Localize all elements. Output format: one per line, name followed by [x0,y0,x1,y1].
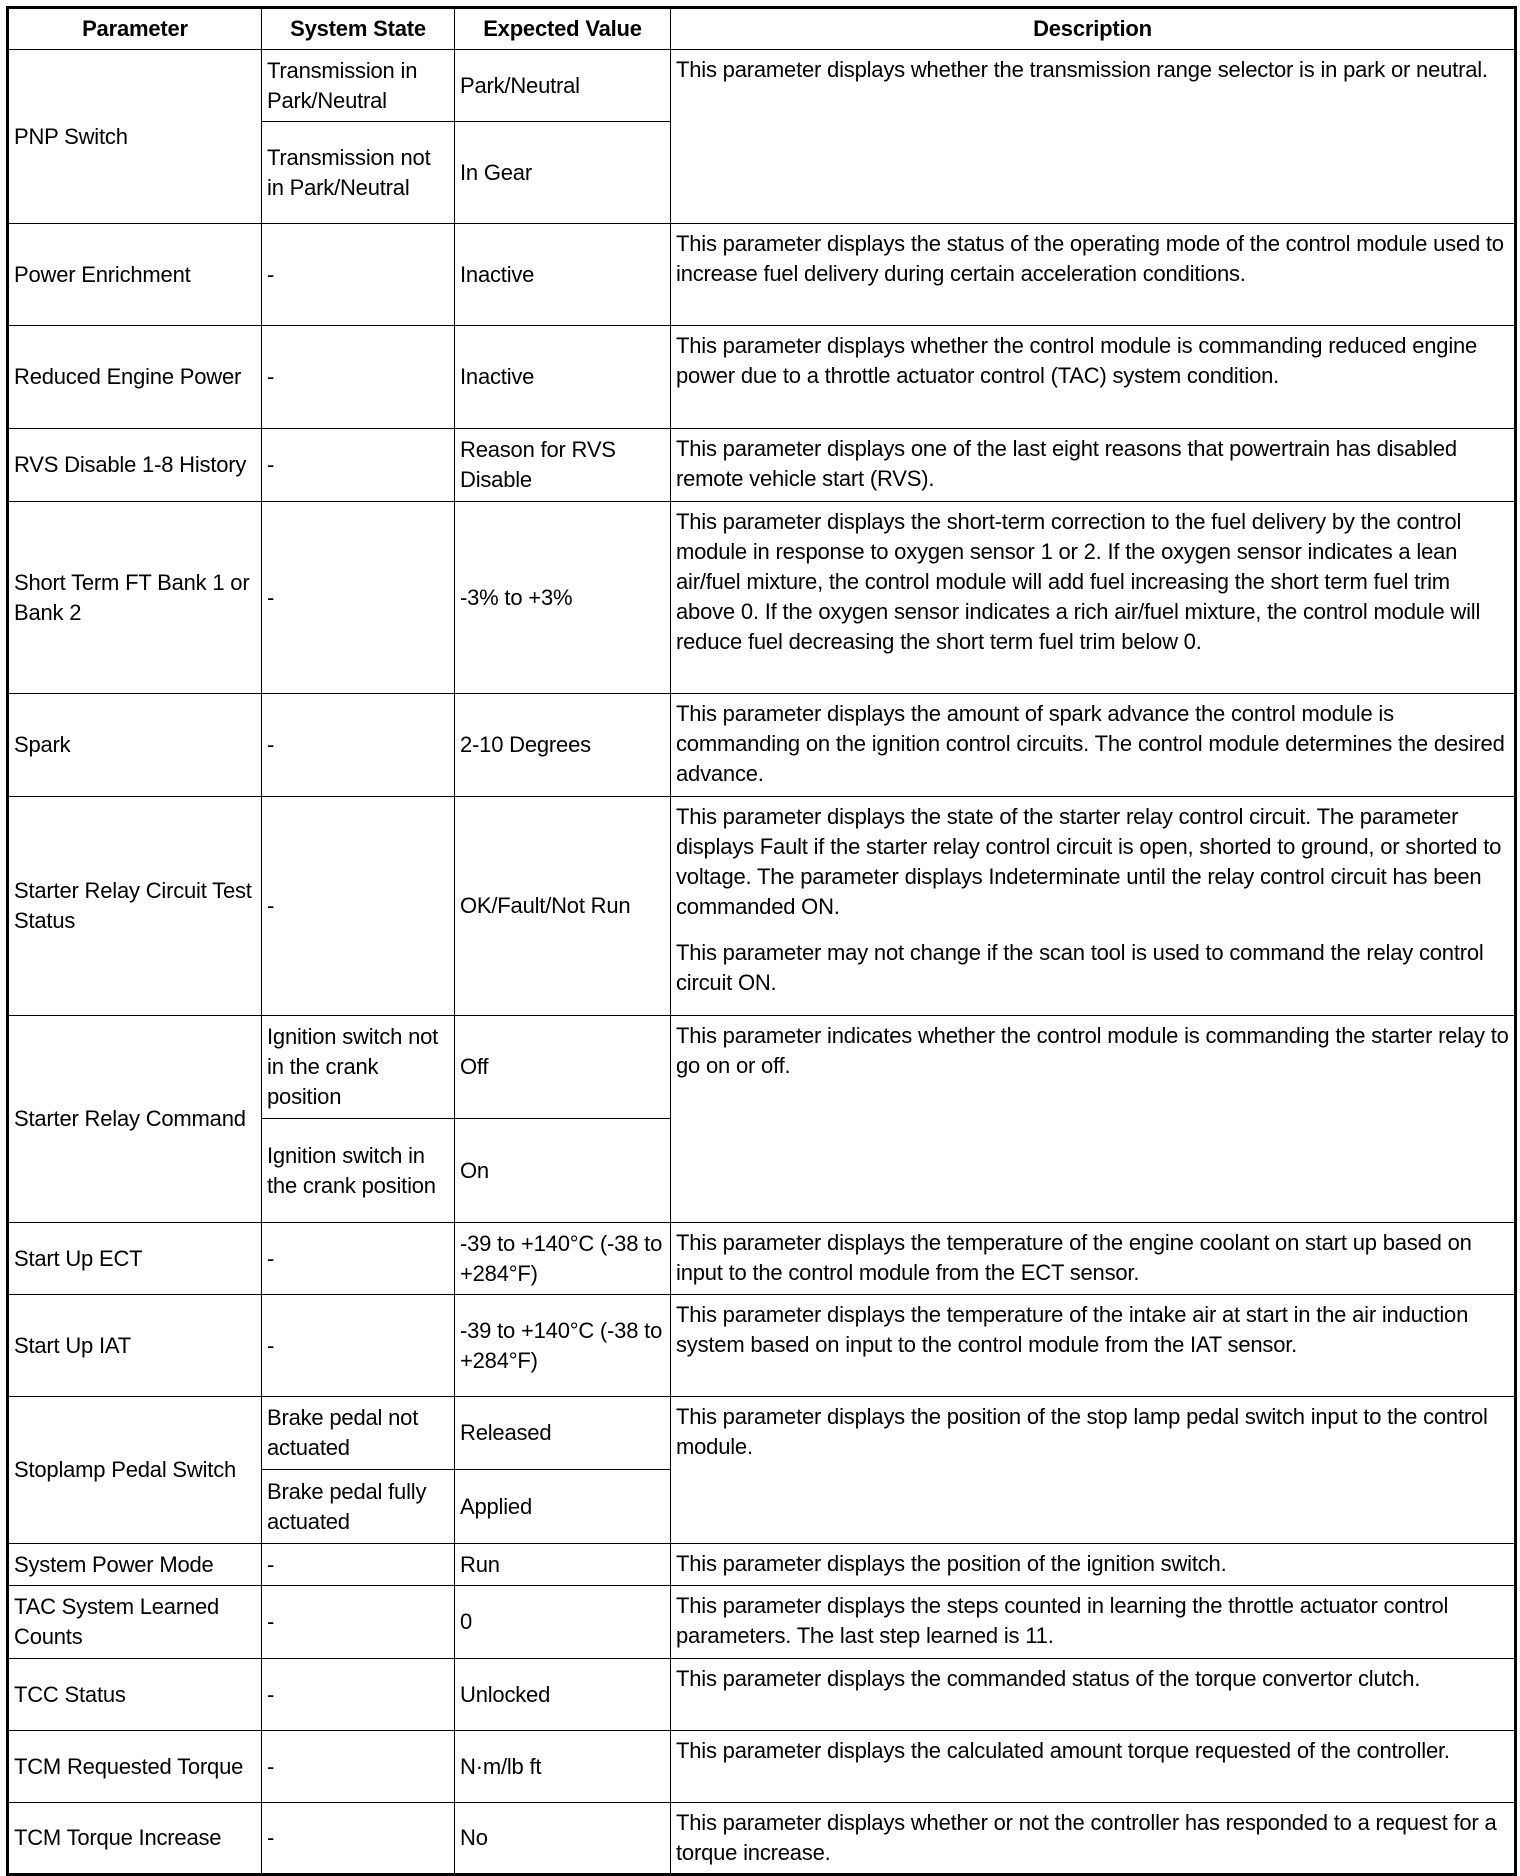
expected-value-cell: No [455,1803,671,1875]
table-row [8,1731,1516,1803]
table-row [8,1223,1516,1295]
description-cell [671,326,1516,429]
table-row [8,1544,1516,1586]
expected-value-cell: In Gear [455,122,671,224]
system-state-cell: Ignition switch in the crank position [262,1119,455,1223]
table-row [8,1586,1516,1659]
description-cell [671,1223,1516,1295]
system-state-cell: - [262,1223,455,1295]
expected-value-cell: 2-10 Degrees [455,694,671,797]
expected-value-cell: -3% to +3% [455,502,671,694]
system-state-cell: Brake pedal not actuated [262,1397,455,1470]
parameter-cell: TAC System Learned Counts [8,1586,262,1659]
expected-value-cell: -39 to +140°C (-38 to +284°F) [455,1295,671,1397]
parameter-cell: Power Enrichment [8,224,262,326]
description-cell [671,429,1516,502]
table-row [8,1803,1516,1875]
parameter-cell: System Power Mode [8,1544,262,1586]
expected-value-cell: Inactive [455,224,671,326]
system-state-cell: - [262,1659,455,1731]
description-text: This parameter displays the state of the starter relay control circuit. The parameter displays Fault if the starter relay control circuit is open, shorted to ground, or shorted to voltage. The parameter displays Indeterminate until the relay control circuit has been commanded ON. [676,804,1502,919]
header-system-state: System State [262,8,455,50]
expected-value-cell: Run [455,1544,671,1586]
system-state-cell: Brake pedal fully actuated [262,1470,455,1544]
description-cell [671,502,1516,694]
parameter-cell: TCM Torque Increase [8,1803,262,1875]
table-row [8,1397,1516,1470]
description-cell [671,1803,1516,1875]
description-cell: This parameter displays whether the transmission range selector is in park or neutral. [671,50,1516,224]
system-state-cell: Transmission in Park/Neutral [262,50,455,122]
expected-value-cell: On [455,1119,671,1223]
table-row [8,797,1516,1016]
system-state-cell: - [262,694,455,797]
system-state-cell: - [262,502,455,694]
description-text: This parameter displays the steps counted in learning the throttle actuator control parameters. The last step learned is 11. [676,1593,1449,1648]
table-row [8,50,1516,122]
description-text: This parameter displays one of the last eight reasons that powertrain has disabled remote vehicle start (RVS). [676,436,1457,491]
description-cell [671,1586,1516,1659]
description-cell [671,1731,1516,1803]
parameter-cell: Start Up ECT [8,1223,262,1295]
header-description: Description [671,8,1516,50]
header-parameter: Parameter [8,8,262,50]
description-text: This parameter displays the status of the operating mode of the control module used to increase fuel delivery during certain acceleration conditions. [676,231,1504,286]
table-row [8,429,1516,502]
expected-value-cell: Off [455,1016,671,1119]
parameter-cell: PNP Switch [8,50,262,224]
table-row [8,326,1516,429]
parameter-table [6,6,1517,1876]
expected-value-cell: OK/Fault/Not Run [455,797,671,1016]
expected-value-cell: Reason for RVS Disable [455,429,671,502]
parameter-cell: Reduced Engine Power [8,326,262,429]
system-state-cell: - [262,1586,455,1659]
description-text: This parameter displays the position of the ignition switch. [676,1551,1227,1576]
system-state-cell: - [262,429,455,502]
description-cell [671,1659,1516,1731]
parameter-cell: Starter Relay Command [8,1016,262,1223]
parameter-cell: Stoplamp Pedal Switch [8,1397,262,1544]
expected-value-cell: N·m/lb ft [455,1731,671,1803]
parameter-cell: Spark [8,694,262,797]
table-row [8,1295,1516,1397]
description-cell [671,1295,1516,1397]
description-text: This parameter displays the short-term correction to the fuel delivery by the control module in response to oxygen sensor 1 or 2. If the oxygen sensor indicates a lean air/fuel mixture, the control module will add fuel increasing the short term fuel trim above 0. If the oxygen sensor indicates a rich air/fuel mixture, the control module will reduce fuel decreasing the short term fuel trim below 0. [676,509,1481,654]
header-expected-value: Expected Value [455,8,671,50]
description-text: This parameter displays the temperature of the intake air at start in the air induction system based on input to the control module from the IAT sensor. [676,1302,1469,1357]
description-cell [671,694,1516,797]
parameter-cell: TCC Status [8,1659,262,1731]
expected-value-cell: Park/Neutral [455,50,671,122]
system-state-cell: - [262,326,455,429]
expected-value-cell: Inactive [455,326,671,429]
table-row [8,224,1516,326]
description-cell: This parameter indicates whether the control module is commanding the starter relay to go on or off. [671,1016,1516,1223]
description-text: This parameter displays the commanded status of the torque convertor clutch. [676,1666,1421,1691]
parameter-cell: TCM Requested Torque [8,1731,262,1803]
expected-value-cell: Applied [455,1470,671,1544]
parameter-cell: Starter Relay Circuit Test Status [8,797,262,1016]
system-state-cell: Ignition switch not in the crank position [262,1016,455,1119]
description-cell: This parameter displays the position of the stop lamp pedal switch input to the control module. [671,1397,1516,1544]
system-state-cell: Transmission not in Park/Neutral [262,122,455,224]
expected-value-cell: -39 to +140°C (-38 to +284°F) [455,1223,671,1295]
table-row [8,502,1516,694]
description-cell [671,1544,1516,1586]
table-row [8,1016,1516,1119]
description-text: This parameter displays whether or not the controller has responded to a request for a torque increase. [676,1810,1497,1865]
description-text: This parameter displays the amount of spark advance the control module is commanding on the ignition control circuits. The control module determines the desired advance. [676,701,1505,786]
expected-value-cell: Unlocked [455,1659,671,1731]
expected-value-cell: Released [455,1397,671,1470]
description-text: This parameter displays the calculated amount torque requested of the controller. [676,1738,1450,1763]
parameter-cell: Short Term FT Bank 1 or Bank 2 [8,502,262,694]
description-text: This parameter displays whether the control module is commanding reduced engine power due to a throttle actuator control (TAC) system condition. [676,333,1478,388]
description-cell [671,797,1516,1016]
description-note: This parameter may not change if the scan tool is used to command the relay control circuit ON. [676,940,1484,995]
table-row [8,694,1516,797]
description-cell [671,224,1516,326]
header-row [8,8,1516,50]
system-state-cell: - [262,797,455,1016]
table-row [8,1659,1516,1731]
parameter-cell: RVS Disable 1-8 History [8,429,262,502]
parameter-cell: Start Up IAT [8,1295,262,1397]
description-text: This parameter displays the temperature of the engine coolant on start up based on input to the control module from the ECT sensor. [676,1230,1472,1285]
system-state-cell: - [262,1731,455,1803]
system-state-cell: - [262,1803,455,1875]
system-state-cell: - [262,224,455,326]
system-state-cell: - [262,1544,455,1586]
expected-value-cell: 0 [455,1586,671,1659]
system-state-cell: - [262,1295,455,1397]
